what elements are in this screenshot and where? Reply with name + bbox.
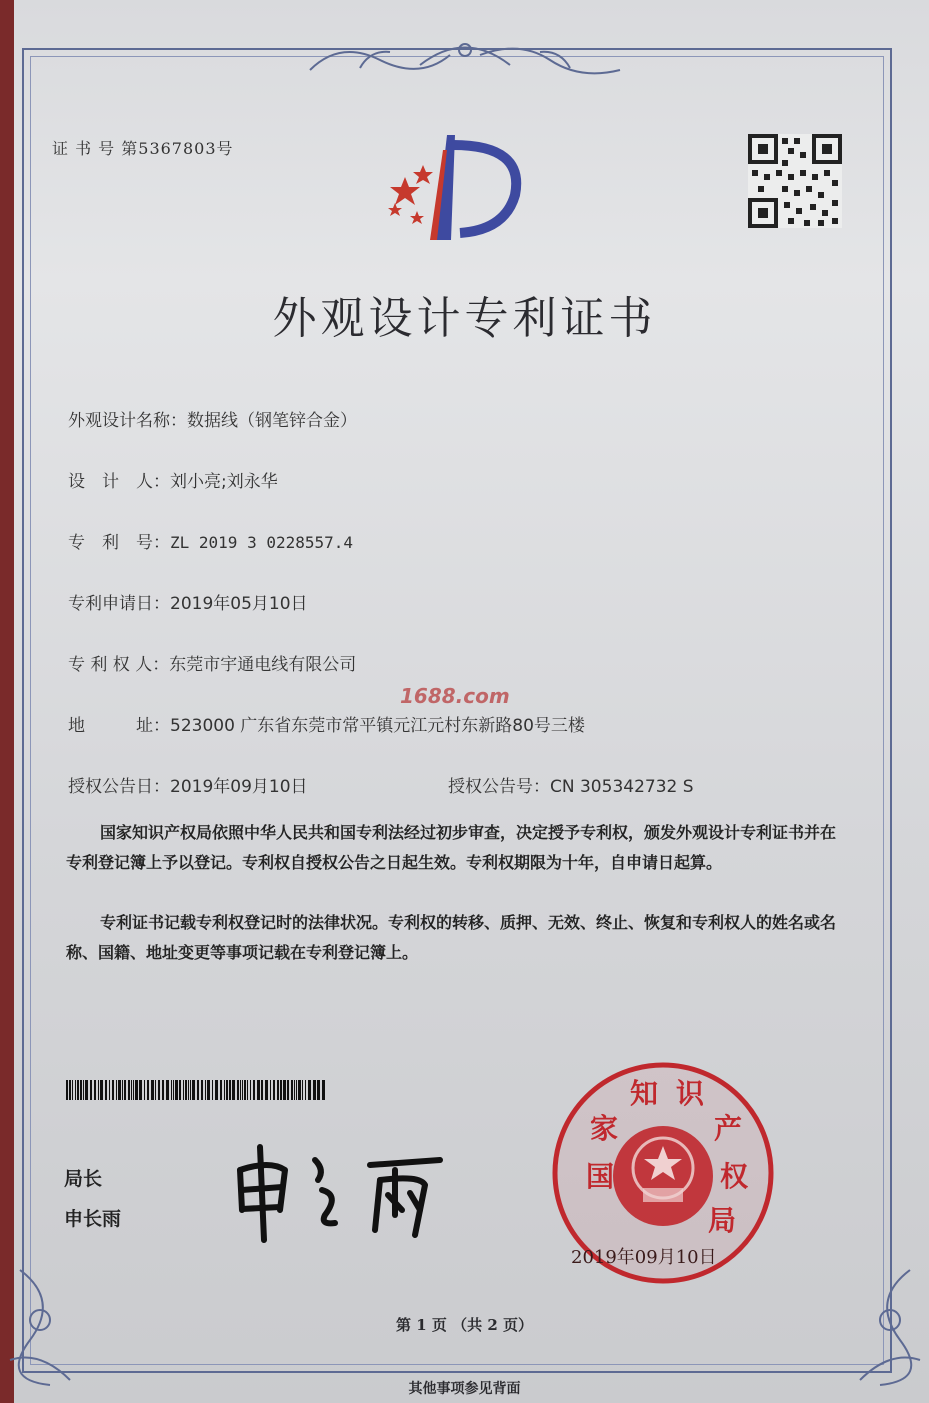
- top-ornament-icon: [300, 30, 630, 80]
- design-name-row: [68, 406, 357, 431]
- barcode-bar: [135, 1080, 138, 1100]
- barcode-bar: [105, 1080, 107, 1100]
- barcode-bar: [122, 1080, 123, 1100]
- svg-text:识: 识: [676, 1077, 705, 1110]
- barcode-bar: [188, 1080, 189, 1100]
- barcode-bar: [175, 1080, 178, 1100]
- designer-value: 刘小亮;刘永华: [170, 472, 278, 492]
- barcode-bar: [183, 1080, 184, 1100]
- design-name-label: 外观设计名称：: [68, 411, 187, 431]
- barcode-bar: [98, 1080, 99, 1100]
- barcode-bar: [112, 1080, 114, 1100]
- certificate-number: 证 书 号 第5367803号: [52, 139, 234, 158]
- barcode-bar: [313, 1080, 316, 1100]
- design-name-value: 数据线（钢笔锌合金）: [187, 411, 357, 431]
- grant-date-label: 授权公告日：: [68, 777, 170, 797]
- barcode-bar: [308, 1080, 311, 1100]
- barcode-bar: [247, 1080, 248, 1100]
- patentee-value: 东莞市宇通电线有限公司: [169, 655, 357, 675]
- qr-code-icon: [748, 134, 842, 228]
- barcode-bar: [171, 1080, 172, 1100]
- barcode-bar: [128, 1080, 130, 1100]
- barcode-bar: [294, 1080, 295, 1100]
- barcode-bar: [207, 1080, 210, 1100]
- svg-text:家: 家: [590, 1112, 619, 1145]
- barcode-bar: [85, 1080, 88, 1100]
- barcode-bar: [261, 1080, 263, 1100]
- designer-label: 设 计 人：: [68, 472, 170, 492]
- barcode-bar: [270, 1080, 271, 1100]
- barcode-bar: [144, 1080, 145, 1100]
- svg-text:权: 权: [720, 1160, 749, 1193]
- watermark-text: 1688.com: [400, 684, 510, 708]
- barcode-bar: [77, 1080, 79, 1100]
- barcode-bar: [131, 1080, 132, 1100]
- barcode-bar: [224, 1080, 225, 1100]
- barcode-bar: [287, 1080, 289, 1100]
- barcode-bar: [237, 1080, 239, 1100]
- certificate-title: 外观设计专利证书: [272, 293, 657, 344]
- barcode-bar: [302, 1080, 303, 1100]
- filing-date-label: 专利申请日：: [68, 594, 170, 614]
- svg-text:国: 国: [586, 1160, 615, 1193]
- grant-number-row: [448, 772, 694, 797]
- svg-text:产: 产: [714, 1112, 743, 1145]
- barcode-bar: [232, 1080, 235, 1100]
- seal-date: 2019年09月10日: [571, 1247, 717, 1268]
- barcode-bar: [155, 1080, 156, 1100]
- barcode-bar: [277, 1080, 279, 1100]
- barcode-bar: [250, 1080, 251, 1100]
- address-value: 523000 广东省东莞市常平镇元江元村东新路80号三楼: [170, 716, 585, 736]
- barcode-bar: [305, 1080, 306, 1100]
- barcode-icon: [66, 1080, 328, 1100]
- filing-date-value: 2019年05月10日: [170, 594, 308, 614]
- footer-note: 其他事项参见背面: [408, 1381, 521, 1397]
- designer-row: [68, 467, 278, 492]
- barcode-bar: [151, 1080, 154, 1100]
- barcode-bar: [273, 1080, 275, 1100]
- barcode-bar: [100, 1080, 103, 1100]
- barcode-bar: [317, 1080, 320, 1100]
- barcode-bar: [179, 1080, 181, 1100]
- barcode-bar: [72, 1080, 73, 1100]
- address-row: [68, 711, 585, 736]
- barcode-bar: [298, 1080, 301, 1100]
- barcode-bar: [240, 1080, 241, 1100]
- barcode-bar: [257, 1080, 260, 1100]
- barcode-bar: [215, 1080, 218, 1100]
- barcode-bar: [94, 1080, 96, 1100]
- barcode-bar: [133, 1080, 134, 1100]
- body-paragraph-2: 专利证书记载专利权登记时的法律状况。专利权的转移、质押、无效、终止、恢复和专利权人的姓名或名称、国籍、地址变更等事项记载在专利登记簿上。: [66, 913, 837, 962]
- barcode-bar: [229, 1080, 231, 1100]
- barcode-bar: [280, 1080, 282, 1100]
- frame-edge: [0, 0, 14, 1403]
- barcode-bar: [80, 1080, 82, 1100]
- barcode-bar: [166, 1080, 169, 1100]
- patent-number-value: ZL 2019 3 0228557.4: [170, 533, 354, 552]
- grant-date-row: [68, 772, 308, 797]
- patent-number-row: [68, 528, 353, 553]
- barcode-bar: [75, 1080, 76, 1100]
- barcode-bar: [158, 1080, 160, 1100]
- barcode-bar: [124, 1080, 126, 1100]
- patentee-label: 专 利 权 人：: [68, 655, 170, 675]
- barcode-bar: [253, 1080, 255, 1100]
- grant-date-value: 2019年09月10日: [170, 777, 308, 797]
- barcode-bar: [147, 1080, 149, 1100]
- svg-text:知: 知: [630, 1077, 659, 1110]
- barcode-bar: [322, 1080, 325, 1100]
- barcode-bar: [109, 1080, 110, 1100]
- address-label: 地 址：: [68, 716, 170, 736]
- barcode-bar: [296, 1080, 297, 1100]
- page-number: 第 1 页 （共 2 页）: [396, 1316, 533, 1334]
- barcode-bar: [212, 1080, 213, 1100]
- patentee-row: [68, 650, 356, 675]
- body-paragraph-1: 国家知识产权局依照中华人民共和国专利法经过初步审查，决定授予专利权，颁发外观设计专利证书并在专利登记簿上予以登记。专利权自授权公告之日起生效。专利权期限为十年，自申请日起算。: [66, 823, 837, 872]
- barcode-bar: [139, 1080, 142, 1100]
- barcode-bar: [116, 1080, 117, 1100]
- barcode-bar: [244, 1080, 246, 1100]
- barcode-bar: [83, 1080, 84, 1100]
- official-name: 申长雨: [64, 1208, 122, 1230]
- patent-number-label: 专 利 号：: [68, 533, 170, 553]
- barcode-bar: [205, 1080, 206, 1100]
- filing-date-row: [68, 589, 308, 614]
- barcode-bar: [242, 1080, 243, 1100]
- barcode-bar: [66, 1080, 68, 1100]
- official-title: 局长: [64, 1168, 103, 1190]
- barcode-bar: [265, 1080, 268, 1100]
- barcode-bar: [162, 1080, 164, 1100]
- barcode-bar: [190, 1080, 191, 1100]
- signature-icon: [230, 1135, 450, 1245]
- barcode-bar: [118, 1080, 121, 1100]
- barcode-bar: [291, 1080, 293, 1100]
- barcode-bar: [192, 1080, 195, 1100]
- cnipa-logo-icon: [375, 125, 525, 245]
- barcode-bar: [173, 1080, 174, 1100]
- barcode-bar: [69, 1080, 71, 1100]
- barcode-bar: [201, 1080, 203, 1100]
- barcode-bar: [185, 1080, 187, 1100]
- barcode-bar: [220, 1080, 222, 1100]
- grant-number-label: 授权公告号：: [448, 777, 550, 797]
- grant-number-value: CN 305342732 S: [550, 777, 694, 797]
- barcode-bar: [90, 1080, 92, 1100]
- barcode-bar: [283, 1080, 286, 1100]
- barcode-bar: [197, 1080, 199, 1100]
- svg-text:局: 局: [708, 1204, 737, 1237]
- barcode-bar: [226, 1080, 228, 1100]
